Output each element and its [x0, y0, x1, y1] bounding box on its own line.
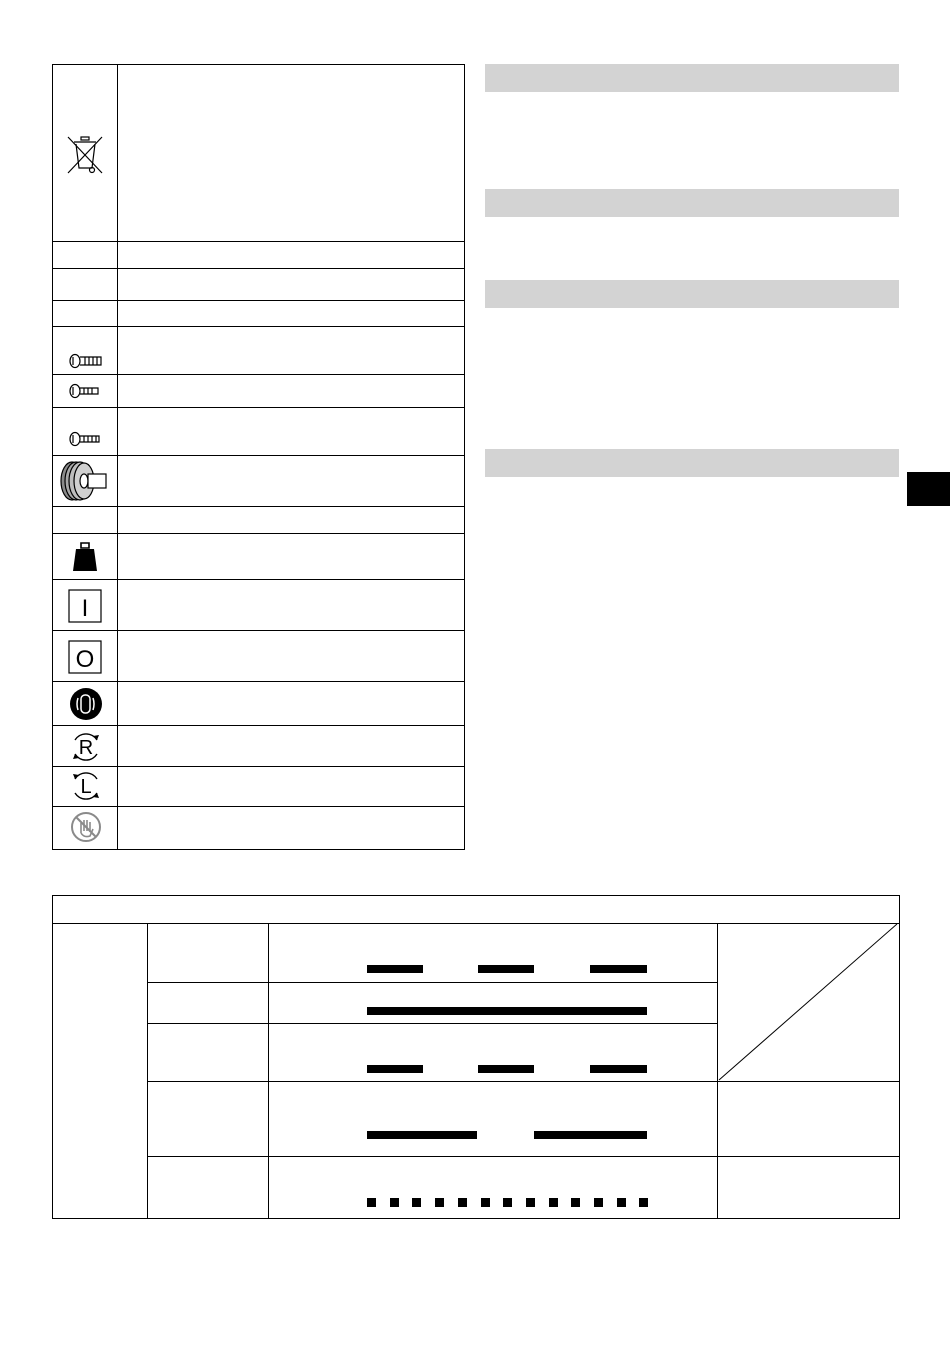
svg-text:O: O: [75, 646, 95, 673]
table-row-divider: [53, 268, 464, 269]
switch-on-icon: [68, 589, 102, 623]
table-column-divider: [147, 923, 148, 1218]
beam-pattern-dot: [458, 1198, 467, 1207]
beam-pattern-dot: [481, 1198, 490, 1207]
table-row-divider: [53, 506, 464, 507]
beam-pattern-solid: [367, 1007, 647, 1015]
table-row-divider: [147, 1023, 717, 1024]
table-row-divider: [53, 725, 464, 726]
beam-pattern-dot: [412, 1198, 421, 1207]
beam-pattern-dot: [571, 1198, 580, 1207]
table-row-divider: [53, 300, 464, 301]
table-row-divider: [53, 326, 464, 327]
svg-text:I: I: [81, 595, 89, 622]
beam-pattern-dot: [594, 1198, 603, 1207]
table-row-divider: [53, 533, 464, 534]
medium-screw-icon: [69, 431, 101, 447]
language-side-tab: [907, 472, 950, 506]
table-column-divider: [268, 923, 269, 1218]
weight-icon: [72, 541, 98, 573]
beam-pattern-table: [52, 895, 900, 1219]
crossed-out-wheeled-bin-icon: [66, 135, 104, 175]
table-row-divider: [147, 1081, 899, 1082]
beam-pattern-dot: [526, 1198, 535, 1207]
table-row-divider: [53, 630, 464, 631]
beam-pattern-dot: [435, 1198, 444, 1207]
table-row-divider: [53, 374, 464, 375]
section-header-bar: [485, 449, 899, 477]
table-row-divider: [53, 407, 464, 408]
counterclockwise-rotation-l-icon: [69, 769, 103, 803]
beam-pattern-dot: [549, 1198, 558, 1207]
table-row-divider: [53, 455, 464, 456]
beam-pattern-segment: [478, 1065, 534, 1073]
svg-text:R: R: [78, 737, 94, 759]
section-header-bar: [485, 280, 899, 308]
switch-off-icon: [68, 640, 102, 674]
table-row-divider: [147, 982, 717, 983]
beam-pattern-segment: [478, 965, 534, 973]
svg-text:L: L: [80, 776, 92, 798]
symbols-table: [52, 64, 465, 850]
beam-pattern-dotted: [367, 1198, 667, 1208]
beam-pattern-segment: [534, 1131, 647, 1139]
short-screw-icon: [69, 383, 101, 399]
beam-pattern-segment: [590, 965, 647, 973]
table-row-divider: [53, 241, 464, 242]
table-row-divider: [53, 806, 464, 807]
beam-pattern-segment: [367, 965, 423, 973]
beam-pattern-dot: [639, 1198, 648, 1207]
clockwise-rotation-r-icon: [69, 730, 103, 764]
section-header-bar: [485, 189, 899, 217]
beam-pattern-segment: [367, 1131, 477, 1139]
beam-pattern-segment: [590, 1065, 647, 1073]
table-row-divider: [53, 681, 464, 682]
table-row-divider: [53, 579, 464, 580]
no-hand-contact-icon: [70, 811, 102, 843]
section-header-bar: [485, 64, 899, 92]
table-row-divider: [147, 1156, 899, 1157]
table-row-divider: [53, 766, 464, 767]
beam-pattern-segment: [367, 1065, 423, 1073]
beam-pattern-dot: [367, 1198, 376, 1207]
beam-pattern-dot: [503, 1198, 512, 1207]
vibration-warning-icon: [69, 687, 103, 721]
beam-pattern-dot: [390, 1198, 399, 1207]
not-applicable-diagonal: [717, 923, 899, 1081]
wire-coil-icon: [58, 460, 110, 502]
long-screw-icon: [69, 353, 103, 369]
symbols-table-column-divider: [117, 65, 118, 849]
beam-pattern-dot: [617, 1198, 626, 1207]
